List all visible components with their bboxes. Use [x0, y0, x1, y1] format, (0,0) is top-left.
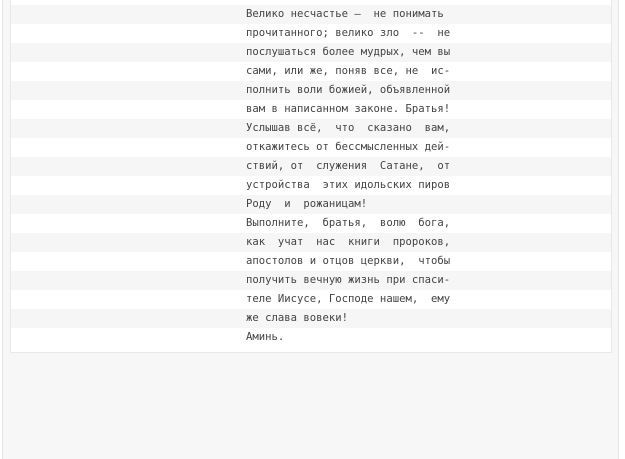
text-line — [11, 252, 611, 271]
text-line-content: послушаться более мудрых, чем вы — [246, 46, 451, 58]
text-line — [11, 157, 611, 176]
text-line — [11, 81, 611, 100]
text-line-content: же слава вовеки! — [246, 312, 349, 324]
text-line-content: Велико несчастье – не понимать — [246, 8, 444, 20]
text-line — [11, 24, 611, 43]
text-line — [11, 43, 611, 62]
text-line-content: устройства этих идольских пиров — [246, 179, 451, 191]
text-line — [11, 176, 611, 195]
text-line-content: полнить воли божией, объявленной — [246, 84, 451, 96]
text-line-content: сами, или же, поняв все, не ис- — [246, 65, 451, 77]
text-line — [11, 290, 611, 309]
text-line — [11, 214, 611, 233]
text-line — [11, 5, 611, 24]
text-line-content: получить вечную жизнь при спаси- — [246, 274, 451, 286]
text-line-content: ствий, от служения Сатане, от — [246, 160, 451, 172]
text-line-content: прочитанного; велико зло -- не — [246, 27, 451, 39]
text-line — [11, 271, 611, 290]
text-line — [11, 119, 611, 138]
text-line-content: как учат нас книги пророков, — [246, 236, 451, 248]
text-line-content: Аминь. — [246, 331, 285, 343]
text-line — [11, 309, 611, 328]
preformatted-text-block — [10, 0, 612, 353]
text-line-content: откажитесь от бессмысленных дей- — [246, 141, 451, 153]
text-line — [11, 62, 611, 81]
text-line — [11, 328, 611, 347]
text-line-content: теле Иисусе, Господе нашем, ему — [246, 293, 451, 305]
text-line — [11, 138, 611, 157]
text-line — [11, 233, 611, 252]
text-line — [11, 195, 611, 214]
text-line-content: Роду и рожаницам! — [246, 198, 368, 210]
text-line-content: Услышав всё, что сказано вам, — [246, 122, 451, 134]
text-line-content: апостолов и отцов церкви, чтобы — [246, 255, 451, 267]
text-line — [11, 100, 611, 119]
text-line-content: вам в написанном законе. Братья! — [246, 103, 451, 115]
text-line-content: Выполните, братья, волю бога, — [246, 217, 451, 229]
